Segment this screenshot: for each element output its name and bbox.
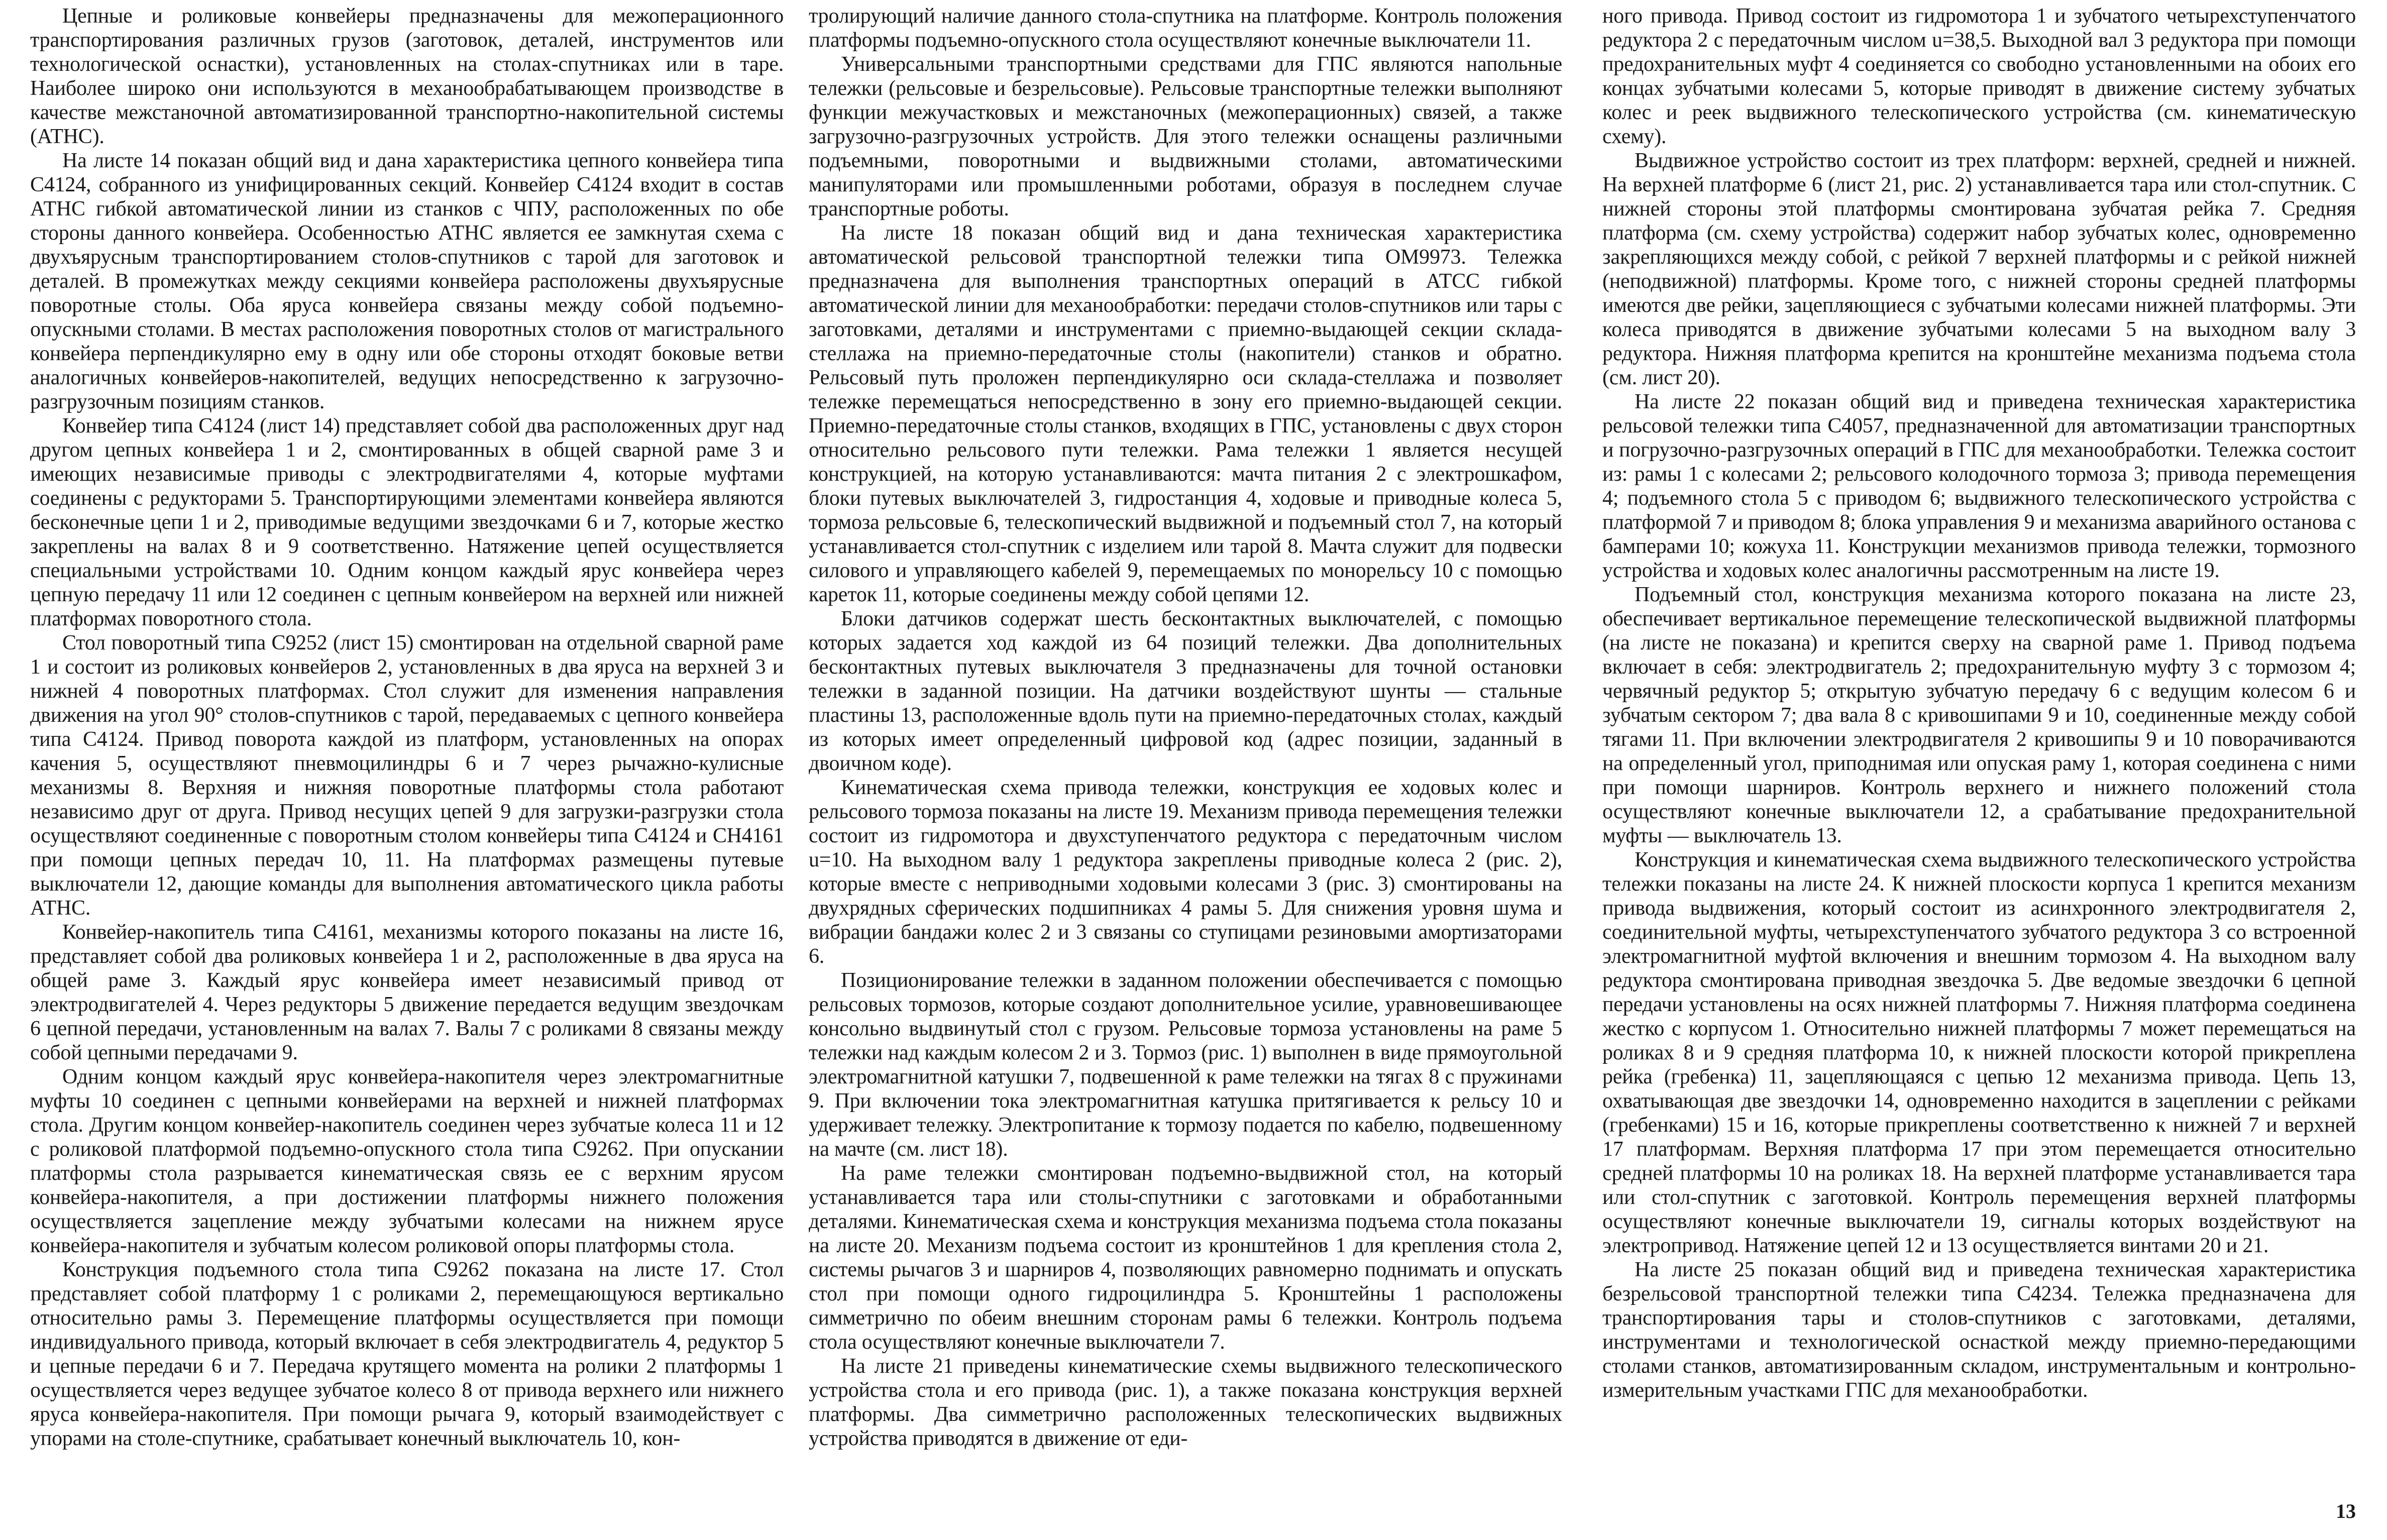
paragraph: На листе 25 показан общий вид и приведена техническая характеристика безрельсовой транспортной тележки типа С4234. Тележка предназначена для транспортирования тары и столов-спутников с заготовками, деталями, инструментами и технологической оснасткой между приемно-передающими столами станков, автоматизированным складом, инструментальным и контрольно-измерительным участками ГПС для механообработки.: [1602, 1258, 2356, 1402]
paragraph: Конвейер типа С4124 (лист 14) представляет собой два расположенных друг над другом цепных конвейера 1 и 2, смонтированных в общей сварной раме 3 и имеющих независимые приводы с электродвигателями 4, которые муфтами соединены с редукторами 5. Транспортирующими элементами конвейера являются бесконечные цепи 1 и 2, приводимые ведущими звездочками 6 и 7, которые жестко закреплены на валах 8 и 9 соответственно. Натяжение цепей осуществляется специальными устройствами 10. Одним концом каждый ярус конвейера через цепную передачу 11 или 12 соединен с цепным конвейером на верхней или нижней платформах поворотного стола.: [30, 414, 784, 630]
paragraph: Позиционирование тележки в заданном положении обеспечивается с помощью рельсовых тормозов, которые создают дополнительное усилие, уравновешивающее консольно выдвинутый стол с грузом. Рельсовые тормоза установлены на раме 5 тележки над каждым колесом 2 и 3. Тормоз (рис. 1) выполнен в виде прямоугольной электромагнитной катушки 7, подвешенной к раме тележки на тягах 8 с пружинами 9. При включении тока электромагнитная катушка притягивается к рельсу 10 и удерживает тележку. Электропитание к тормозу подается по кабелю, подвешенному на мачте (см. лист 18).: [809, 969, 1562, 1161]
text-column-right: [1602, 4, 2356, 1491]
paragraph: Конвейер-накопитель типа С4161, механизмы которого показаны на листе 16, представляет собой два роликовых конвейера 1 и 2, расположенные в два яруса на общей раме 3. Каждый ярус конвейера имеет независимый привод от электродвигателей 4. Через редукторы 5 движение передается ведущим звездочкам 6 цепной передачи, установленным на валах 7. Валы 7 с роликами 8 связаны между собой цепными передачами 9.: [30, 921, 784, 1064]
paragraph: На листе 21 приведены кинематические схемы выдвижного телескопического устройства стола и его привода (рис. 1), а также показана конструкция верхней платформы. Два симметрично расположенных телескопических выдвижных устройства приводятся в движение от еди-: [809, 1355, 1562, 1450]
text-column-middle: [809, 4, 1562, 1491]
paragraph: Выдвижное устройство состоит из трех платформ: верхней, средней и нижней. На верхней платформе 6 (лист 21, рис. 2) устанавливается тара или стол-спутник. С нижней стороны этой платформы смонтирована зубчатая рейка 7. Средняя платформа (см. схему устройства) содержит набор зубчатых колес, одновременно закрепляющихся между собой, с рейкой 7 верхней платформы и с рейкой нижней (неподвижной) платформы. Кроме того, с нижней стороны средней платформы имеются две рейки, зацепляющиеся с зубчатыми колесами нижней платформы. Эти колеса приводятся в движение зубчатыми колесами 5 на выходном валу 3 редуктора. Нижняя платформа крепится на кронштейне механизма подъема стола (см. лист 20).: [1602, 149, 2356, 389]
paragraph: Одним концом каждый ярус конвейера-накопителя через электромагнитные муфты 10 соединен с цепными конвейерами на верхней и нижней платформах стола. Другим концом конвейер-накопитель соединен через зубчатые колеса 11 и 12 с роликовой платформой подъемно-опускного стола типа С9262. При опускании платформы стола разрывается кинематическая связь ее с верхним ярусом конвейера-накопителя, а при достижении платформы нижнего положения осуществляется зацепление между зубчатыми колесами на нижнем ярусе конвейера-накопителя и зубчатым колесом роликовой опоры платформы стола.: [30, 1065, 784, 1257]
paragraph: Конструкция и кинематическая схема выдвижного телескопического устройства тележки показаны на листе 24. К нижней плоскости корпуса 1 крепится механизм привода выдвижения, который состоит из асинхронного электродвигателя 2, соединительной муфты, четырехступенчатого зубчатого редуктора 3 со встроенной электромагнитной муфтой включения и внешним тормозом 4. На выходном валу редуктора смонтирована приводная звездочка 5. Две ведомые звездочки 6 цепной передачи установлены на осях нижней платформы 7. Нижняя платформа соединена жестко с корпусом 1. Относительно нижней платформы 7 может перемещаться на роликах 8 и 9 средняя платформа 10, к нижней плоскости которой прикреплена рейка (гребенка) 11, зацепляющаяся с цепью 12 механизма привода. Цепь 13, охватывающая две звездочки 14, одновременно находится в зацеплении с рейками (гребенками) 15 и 16, которые прикреплены соответственно к нижней 7 и верхней 17 платформам. Верхняя платформа 17 при этом перемещается относительно средней платформы 10 на роликах 18. На верхней платформе устанавливается тара или стол-спутник с заготовкой. Контроль перемещения верхней платформы осуществляют конечные выключатели 19, сигналы которых воздействуют на электропривод. Натяжение цепей 12 и 13 осуществляется винтами 20 и 21.: [1602, 848, 2356, 1257]
paragraph: На листе 14 показан общий вид и дана характеристика цепного конвейера типа С4124, собранного из унифицированных секций. Конвейер С4124 входит в состав АТНС гибкой автоматической линии из станков с ЧПУ, расположенных по обе стороны данного конвейера. Особенностью АТНС является ее замкнутая схема с двухъярусным транспортированием столов-спутников с тарой для заготовок и деталей. В промежутках между секциями конвейера расположены двухъярусные поворотные столы. Оба яруса конвейера связаны между собой подъемно-опускными столами. В местах расположения поворотных столов от магистрального конвейера перпендикулярно ему в одну или обе стороны отходят боковые ветви аналогичных конвейеров-накопителей, ведущих непосредственно к загрузочно-разгрузочным позициям станков.: [30, 149, 784, 413]
paragraph: Конструкция подъемного стола типа С9262 показана на листе 17. Стол представляет собой платформу 1 с роликами 2, перемещающуюся вертикально относительно рамы 3. Перемещение платформы осуществляется при помощи индивидуального привода, который включает в себя электродвигатель 4, редуктор 5 и цепные передачи 6 и 7. Передача крутящего момента на ролики 2 платформы 1 осуществляется через ведущее зубчатое колесо 8 от привода верхнего или нижнего яруса конвейера-накопителя. При помощи рычага 9, который взаимодействует с упорами на столе-спутнике, срабатывает конечный выключатель 10, кон-: [30, 1258, 784, 1450]
paragraph: Подъемный стол, конструкция механизма которого показана на листе 23, обеспечивает вертикальное перемещение телескопической выдвижной платформы (на листе не показана) и крепится сверху на сварной раме 1. Привод подъема включает в себя: электродвигатель 2; предохранительную муфту 3 с тормозом 4; червячный редуктор 5; открытую зубчатую передачу 6 с ведущим колесом 6 и зубчатым сектором 7; два вала 8 с кривошипами 9 и 10, соединенные между собой тягами 11. При включении электродвигателя 2 кривошипы 9 и 10 поворачиваются на определенный угол, приподнимая или опуская раму 1, которая соединена с ними при помощи шарниров. Контроль верхнего и нижнего положений стола осуществляют конечные выключатели 12, а срабатывание предохранительной муфты — выключатель 13.: [1602, 583, 2356, 847]
paragraph: На листе 22 показан общий вид и приведена техническая характеристика рельсовой тележки типа С4057, предназначенной для автоматизации транспортных и погрузочно-разгрузочных операций в ГПС для механообработки. Тележка состоит из: рамы 1 с колесами 2; рельсового колодочного тормоза 3; привода перемещения 4; подъемного стола 5 с приводом 6; выдвижного телескопического устройства с платформой 7 и приводом 8; блока управления 9 и механизма аварийного останова с бамперами 10; кожуха 11. Конструкции механизмов привода тележки, тормозного устройства и ходовых колес аналогичны рассмотренным на листе 19.: [1602, 390, 2356, 582]
paragraph: Блоки датчиков содержат шесть бесконтактных выключателей, с помощью которых задается ход каждой из 64 позиций тележки. Два дополнительных бесконтактных путевых выключателя 3 предназначены для точной остановки тележки в заданной позиции. На датчики воздействуют шунты — стальные пластины 13, расположенные вдоль пути на приемно-передаточных столах, каждый из которых имеет определенный цифровой код (адрес позиции, заданный в двоичном коде).: [809, 607, 1562, 775]
paragraph: Универсальными транспортными средствами для ГПС являются напольные тележки (рельсовые и безрельсовые). Рельсовые транспортные тележки выполняют функции межучастковых и межстаночных (межоперационных) связей, а также загрузочно-разгрузочных устройств. Для этого тележки оснащены различными подъемными, поворотными и выдвижными столами, автоматическими манипуляторами или промышленными роботами, образуя в последнем случае транспортные роботы.: [809, 53, 1562, 221]
paragraph: На раме тележки смонтирован подъемно-выдвижной стол, на который устанавливается тара или столы-спутники с заготовками и обработанными деталями. Кинематическая схема и конструкция механизма подъема стола показаны на листе 20. Механизм подъема состоит из кронштейнов 1 для крепления стола 2, системы рычагов 3 и шарниров 4, позволяющих равномерно поднимать и опускать стол при помощи одного гидроцилиндра 5. Кронштейны 1 расположены симметрично по обеим внешним сторонам рамы 6 тележки. Контроль подъема стола осуществляют конечные выключатели 7.: [809, 1162, 1562, 1354]
paragraph: Кинематическая схема привода тележки, конструкция ее ходовых колес и рельсового тормоза показаны на листе 19. Механизм привода перемещения тележки состоит из гидромотора и двухступенчатого редуктора с передаточным числом u=10. На выходном валу 1 редуктора закреплены приводные колеса 2 (рис. 2), которые вместе с неприводными ходовыми колесами 3 (рис. 3) смонтированы на двухрядных сферических подшипниках 4 рамы 5. Для снижения уровня шума и вибрации бандажи колес 2 и 3 связаны со ступицами резиновыми амортизаторами 6.: [809, 776, 1562, 968]
paragraph: тролирующий наличие данного стола-спутника на платформе. Контроль положения платформы подъемно-опускного стола осуществляют конечные выключатели 11.: [809, 5, 1562, 52]
paragraph: На листе 18 показан общий вид и дана техническая характеристика автоматической рельсовой транспортной тележки типа ОМ9973. Тележка предназначена для выполнения транспортных операций в АТСС гибкой автоматической линии для механообработки: передачи столов-спутников или тары с заготовками, деталями и инструментами с приемно-выдающей секции склада-стеллажа на приемно-передаточные столы (накопители) станков и обратно. Рельсовый путь проложен перпендикулярно оси склада-стеллажа и позволяет тележке перемещаться непосредственно в зону его приемно-выдающей секции. Приемно-передаточные столы станков, входящих в ГПС, установлены с двух сторон относительно рельсового пути тележки. Рама тележки 1 является несущей конструкцией, на которую устанавливаются: мачта питания 2 с электрошкафом, блоки путевых выключателей 3, гидростанция 4, ходовые и приводные колеса 5, тормоза рельсовые 6, телескопический выдвижной и подъемный стол 7, на который устанавливается стол-спутник с изделием или тарой 8. Мачта служит для подвески силового и управляющего кабелей 9, перемещаемых по монорельсу 10 с помощью кареток 11, которые соединены между собой цепями 12.: [809, 222, 1562, 606]
text-column-left: [30, 4, 784, 1491]
paragraph: Цепные и роликовые конвейеры предназначены для межоперационного транспортирования различных грузов (заготовок, деталей, инструментов или технологической оснастки), установленных на столах-спутниках или в таре. Наиболее широко они используются в механообрабатывающем производстве в качестве межстаночной автоматизированной транспортно-накопительной системы (АТНС).: [30, 5, 784, 148]
paragraph: ного привода. Привод состоит из гидромотора 1 и зубчатого четырехступенчатого редуктора 2 с передаточным числом u=38,5. Выходной вал 3 редуктора при помощи предохранительных муфт 4 соединяется со свободно установленными на обоих его концах зубчатыми колесами 5, которые приводят в движение систему зубчатых колес и реек выдвижного телескопического устройства (см. кинематическую схему).: [1602, 5, 2356, 148]
page-number: 13: [2336, 1500, 2356, 1522]
paragraph: Стол поворотный типа С9252 (лист 15) смонтирован на отдельной сварной раме 1 и состоит из роликовых конвейеров 2, установленных в два яруса на верхней 3 и нижней 4 поворотных платформах. Стол служит для изменения направления движения на угол 90° столов-спутников с тарой, передаваемых с цепного конвейера типа С4124. Привод поворота каждой из платформ, установленных на опорах качения 5, осуществляют пневмоцилиндры 6 и 7 через рычажно-кулисные механизмы 8. Верхняя и нижняя поворотные платформы стола работают независимо друг от друга. Привод несущих цепей 9 для загрузки-разгрузки стола осуществляют соединенные с поворотным столом конвейеры типа С4124 и СН4161 при помощи цепных передач 10, 11. На платформах размещены путевые выключатели 12, дающие команды для выполнения автоматического цикла работы АТНС.: [30, 631, 784, 920]
